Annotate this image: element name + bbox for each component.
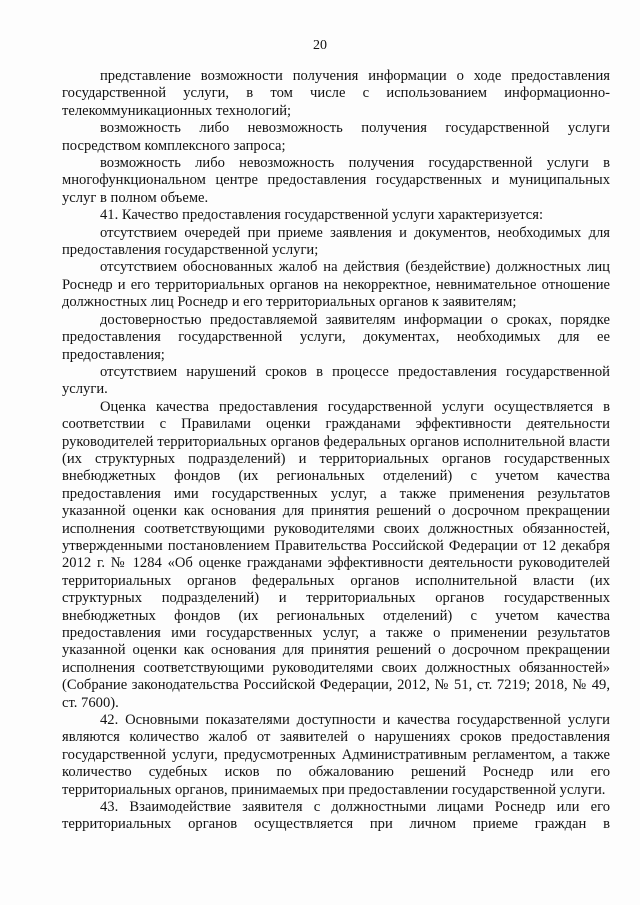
paragraph-no-complaints: отсутствием обоснованных жалоб на действия (бездействие) должностных лиц Роснедр и его территориальных органов на некорректное, невнимательное отношение должностных лиц Роснедр и его территориальных органов к заявителям;: [62, 259, 610, 311]
paragraph-complex-request: возможность либо невозможность получения государственной услуги посредством комплексного запроса;: [62, 120, 610, 154]
paragraph-no-queues: отсутствием очередей при приеме заявления и документов, необходимых для предоставления государственной услуги;: [62, 224, 610, 259]
paragraph-mfc: возможность либо невозможность получения государственной услуги в многофункциональном центре предоставления государственных и муниципальных услуг в полном объеме.: [62, 155, 610, 206]
paragraph-no-delays: отсутствием нарушений сроков в процессе предоставления государственной услуги.: [62, 363, 610, 398]
page-number: 20: [313, 38, 327, 53]
paragraph-43-interaction: 43. Взаимодействие заявителя с должностными лицами Роснедр или его территориальных органов осуществляется при личном приеме граждан в: [62, 799, 610, 833]
paragraph-quality-evaluation: Оценка качества предоставления государственной услуги осуществляется в соответствии с Правилами оценки гражданами эффективности деятельности руководителей территориальных органов федеральных органов исполнительной власти (их структурных подразделений) и территориальных органов государственных внебюджетных фондов (их региональных отделений) с учетом качества предоставления ими государственных услуг, а также применения результатов указанной оценки как основания для принятия решений о досрочном прекращении исполнения соответствующими руководителями своих должностных обязанностей, утвержденными постановлением Правительства Российской Федерации от 12 декабря 2012 г. № 1284 «Об оценке гражданами эффективности деятельности руководителей территориальных органов федеральных органов исполнительной власти (их структурных подразделений) и территориальных органов государственных внебюджетных фондов (их региональных отделений) с учетом качества предоставления ими государственных услуг, а также о применении результатов указанной оценки как основания для принятия решений о досрочном прекращении исполнения соответствующими руководителями своих должностных обязанностей» (Собрание законодательства Российской Федерации, 2012, № 51, ст. 7219; 2018, № 49, ст. 7600).: [62, 398, 610, 711]
paragraph-42-indicators: 42. Основными показателями доступности и качества государственной услуги являются количество жалоб от заявителей о нарушениях сроков предоставления государственной услуги, предусмотренных Административным регламентом, а также количество судебных исков по обжалованию решений Роснедр или его территориальных органов, принимаемых при предоставлении государственной услуги.: [62, 712, 610, 798]
paragraph-41-heading: 41. Качество предоставления государственной услуги характеризуется:: [100, 207, 544, 224]
document-body: [62, 68, 610, 834]
paragraph-information-reliability: достоверностью предоставляемой заявителям информации о сроках, порядке предоставления государственной услуги, документах, необходимых для ее предоставления;: [62, 311, 610, 363]
paragraph-info-technologies: представление возможности получения информации о ходе предоставления государственной услуги, в том числе с использованием информационно-телекоммуникационных технологий;: [62, 68, 610, 119]
